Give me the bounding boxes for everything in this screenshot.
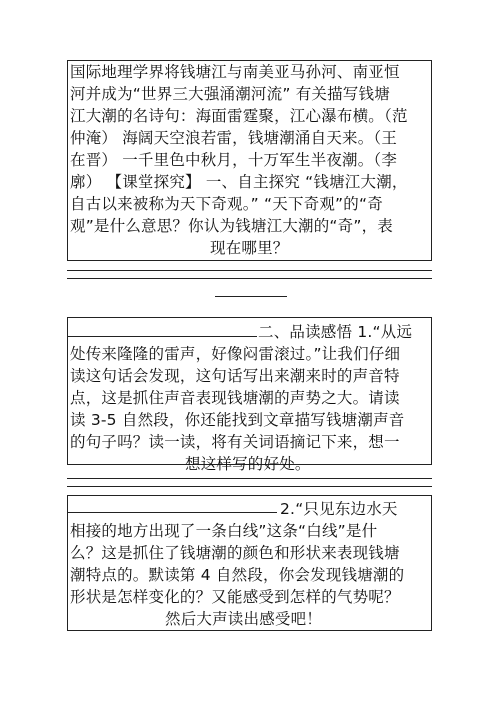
text-line: 廓） 【课堂探究】 一、自主探究 “钱塘江大潮， — [70, 173, 408, 191]
text-line: 自古以来被称为天下奇观。” “天下奇观”的“奇 — [70, 195, 383, 213]
text-line: 形状是怎样变化的？又能感受到怎样的气势呢？ — [70, 588, 400, 606]
answer-line — [67, 336, 257, 337]
text-line: 河并成为“世界三大强涌潮河流” 有关描写钱塘 — [70, 85, 390, 103]
text-line: 现在哪里？ — [210, 239, 289, 257]
text-line: 读 3-5 自然段，你还能找到文章描写钱塘潮声音 — [70, 411, 405, 429]
text-line: 国际地理学界将钱塘江与南美亚马孙河、南亚恒 — [70, 63, 400, 81]
text-line: 然后大声读出感受吧！ — [165, 610, 323, 628]
text-line: 想这样写的好处。 — [185, 455, 311, 473]
answer-line — [67, 478, 432, 479]
answer-line — [67, 486, 432, 487]
text-line: 二、品读感悟 1.“从远 — [258, 323, 413, 341]
answer-line-short — [215, 296, 287, 297]
text-line: 么？这是抓住了钱塘潮的颜色和形状来表现钱塘 — [70, 544, 400, 562]
text-line: 的句子吗？读一读，将有关词语摘记下来，想一 — [70, 433, 400, 451]
text-line: 点，这是抓住声音表现钱塘潮的声势之大。请读 — [70, 389, 400, 407]
text-line: 观”是什么意思？你认为钱塘江大潮的“奇”，表 — [70, 217, 393, 235]
answer-line — [67, 512, 277, 513]
text-line: 2.“只见东边水天 — [280, 500, 398, 518]
text-line: 江大潮的名诗句：海面雷霆聚，江心瀑布横。（范 — [70, 107, 408, 125]
text-line: 仲淹） 海阔天空浪若雷，钱塘潮涌自天来。（王 — [70, 129, 398, 147]
text-line: 读这句话会发现，这句话写出来潮来时的声音特 — [70, 367, 400, 385]
text-line: 潮特点的。默读第 4 自然段，你会发现钱塘潮的 — [70, 566, 405, 584]
answer-line — [67, 270, 432, 271]
answer-line — [67, 278, 432, 279]
text-line: 相接的地方出现了一条白线”这条“白线”是什 — [70, 522, 378, 540]
text-line: 处传来隆隆的雷声，好像闷雷滚过。”让我们仔细 — [70, 345, 401, 363]
text-line: 在晋） 一千里色中秋月，十万军生半夜潮。（李 — [70, 151, 398, 169]
